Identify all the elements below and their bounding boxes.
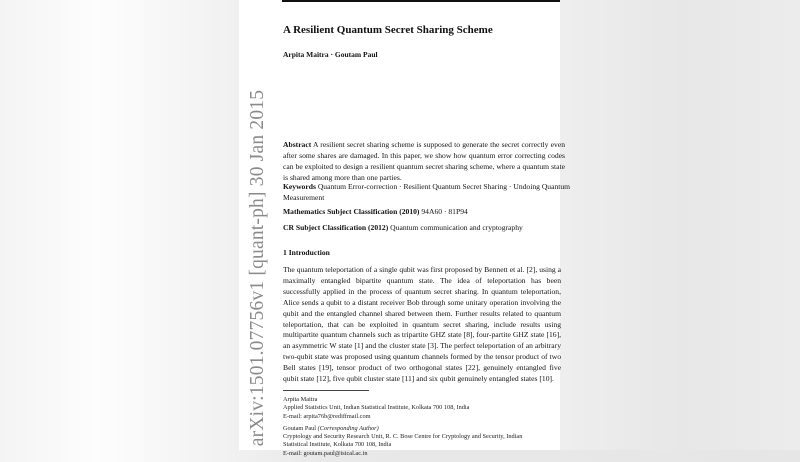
footnote-author2-affiliation-1: Cryptology and Security Research Unit, R. C. Bose Centre for Cryptology and Security, Indian [283, 433, 523, 441]
arxiv-stamp [239, 0, 277, 450]
footnote-author2-email: E-mail: goutam.paul@isical.ac.in [283, 449, 368, 457]
footnote-author1-email: E-mail: arpita76b@rediffmail.com [283, 412, 371, 420]
keywords [283, 181, 573, 203]
footnote-author2-affiliation-2: Statistical Institute, Kolkata 700 108, India [283, 441, 392, 449]
keywords-label: Keywords [283, 182, 316, 191]
footnote-rule [283, 390, 369, 391]
footnote-author1-name: Arpita Maitra [283, 396, 318, 403]
msc-label: Mathematics Subject Classification (2010) [283, 207, 420, 216]
footnote-author-1 [283, 396, 573, 421]
crsc-label: CR Subject Classification (2012) [283, 223, 389, 232]
pdf-page [239, 0, 571, 457]
abstract [283, 139, 565, 183]
footnote-author2-name: Goutam Paul [283, 424, 317, 432]
footnote-author2-name-line [283, 425, 573, 433]
author-footnotes [283, 396, 573, 462]
section-heading: 1 Introduction [283, 248, 330, 257]
msc-text: 94A60 · 81P94 [421, 207, 468, 216]
arxiv-identifier: arXiv:1501.07756v1 [quant-ph] 30 Jan 2015 [247, 89, 268, 447]
abstract-text: A resilient secret sharing scheme is supposed to generate the secret correctly even after some shares are damaged. In this paper, we show how quantum error correcting codes can be exploited to design a resilient quantum secret sharing scheme, where a quantum state is shared among more than one parties. [283, 140, 565, 182]
footnote-author1-affiliation: Applied Statistics Unit, Indian Statistical Institute, Kolkata 700 108, India [283, 404, 470, 412]
viewer-background-right [560, 0, 800, 450]
cr-subject-classification [283, 223, 523, 232]
keywords-text: Quantum Error-correction · Resilient Quantum Secret Sharing · Undoing Quantum Measurement [283, 182, 571, 202]
abstract-label: Abstract [283, 140, 312, 149]
crsc-text: Quantum communication and cryptography [390, 223, 523, 232]
footnote-author-2 [283, 425, 573, 458]
footnote-author2-role: (Corresponding Author) [317, 424, 379, 432]
math-subject-classification [283, 207, 468, 216]
introduction-body: The quantum teleportation of a single qubit was first proposed by Bennett et al. [2], using a maximally entangled bipartite quantum state. The idea of teleportation has been successfully applied in the process of quantum secret sharing. In quantum teleportation, Alice sends a qubit to a distant receiver Bob through some unitary operation involving the qubit and the entangled channel shared between them. Further results related to quantum teleportation, that can be exploited in quantum secret sharing, include results using multipartite quantum channels such as tripartite GHZ state [8], four-partite GHZ state [16], an asymmetric W state [1] and the cluster state [3]. The perfect teleportation of an arbitrary two-qubit state was proposed using quantum channels formed by the tensor product of two Bell states [19], tensor product of two orthogonal states [22], genuinely entangled five qubit state [12], five qubit cluster state [11] and six qubit genuinely entangled states [10]. [283, 265, 561, 384]
paper-authors: Arpita Maitra · Goutam Paul [283, 50, 378, 59]
paper-title: A Resilient Quantum Secret Sharing Scheme [283, 24, 493, 36]
header-rule [282, 0, 560, 2]
